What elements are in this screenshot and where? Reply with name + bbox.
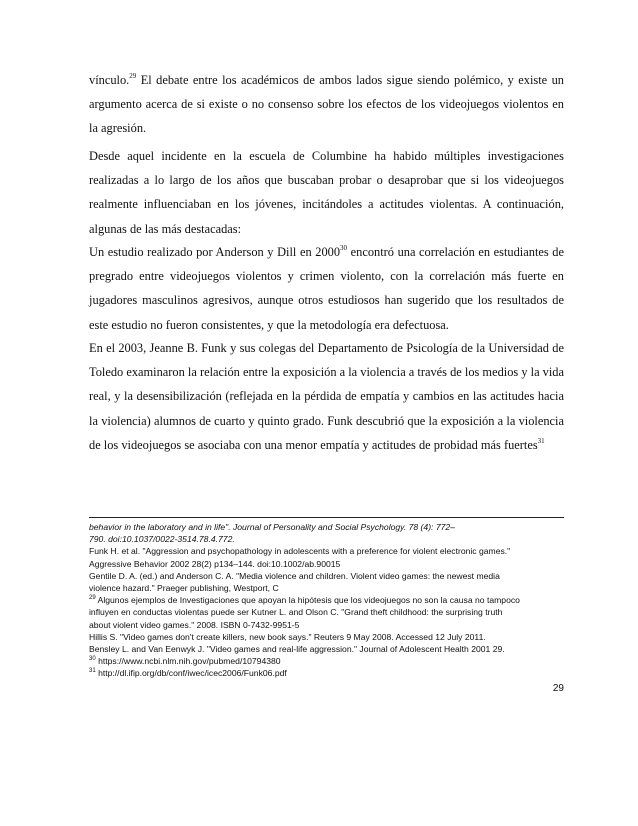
paragraph-3-lead: Un estudio realizado por Anderson y Dill en 2000 xyxy=(89,245,341,259)
paragraph-4-text: En el 2003, Jeanne B. Funk y sus colegas del Departamento de Psicología de la Universidad de Toledo examinaron la relación entre la exposición a la violencia a través de los medios y la vida real, y la desensibilización (reflejada en la pérdida de empatía y cambios en las actitudes hacia la violencia) alumnos de cuarto y quinto grado. Funk descubrió que la exposición a la violencia de los videojuegos se asociaba con una menor empatía y actitudes de probidad más fuertes xyxy=(89,341,564,452)
paragraph-2-text: Desde aquel incidente en la escuela de Columbine ha habido múltiples investigaciones realizadas a lo largo de los años que buscaban probar o desaprobar que si los videojuegos realmente influenciaban en los jóvenes, incitándoles a actitudes violentas. A continuación, algunas de las más destacadas: xyxy=(89,149,564,236)
paragraph-1 xyxy=(89,68,564,141)
footnote-number: 30 xyxy=(89,656,96,663)
footnote-number: 29 xyxy=(89,595,96,602)
footnote-ref-30[interactable]: 30 xyxy=(340,244,348,252)
paragraph-3-text: encontró una correlación en estudiantes de pregrado entre videojuegos violentos y crimen violento, con la correlación más fuerte en jugadores masculinos agresivos, aunque otros estudiosos han sugerido que los resultados de este estudio no fueron consistentes, y que la metodología era defectuosa. xyxy=(89,245,564,332)
paragraph-1-text: El debate entre los académicos de ambos lados sigue siendo polémico, y existe un argumento acerca de si existe o no consenso sobre los efectos de los videojuegos violentos en la agresión. xyxy=(89,73,564,136)
footnote-link[interactable]: http://dl.ifip.org/db/conf/iwec/icec2006/Funk06.pdf xyxy=(95,668,287,679)
paragraph-4 xyxy=(89,336,564,457)
footnote-text: Algunos ejemplos de Investigaciones que apoyan la hipótesis que los videojuegos no son la causa no tampoco xyxy=(95,595,520,606)
footnotes xyxy=(89,521,569,680)
footnote-line: Gentile D. A. (ed.) and Anderson C. A. "Media violence and children. Violent video games: the newest media xyxy=(89,570,500,581)
page-number: 29 xyxy=(552,683,564,694)
footnote-line: about violent video games." 2008. ISBN 0-7432-9951-5 xyxy=(89,619,300,630)
footnote-line: Aggressive Behavior 2002 28(2) p134–144. doi:10.1002/ab.90015 xyxy=(89,558,341,569)
footnote-number: 31 xyxy=(89,668,96,675)
footnote-29 xyxy=(89,594,569,606)
footnote-line: Funk H. et al. "Aggression and psychopathology in adolescents with a preference for violent electronic games." xyxy=(89,546,511,557)
footnote-line: 790. doi:10.1037/0022-3514.78.4.772. xyxy=(89,534,235,545)
paragraph-2 xyxy=(89,144,564,241)
footnote-line: violence hazard." Praeger publishing, Westport, C xyxy=(89,583,279,594)
footnote-line: Hillis S. "Video games don't create killers, new book says." Reuters 9 May 2008. Accessed 12 July 2011. xyxy=(89,631,486,642)
footnote-line: Bensley L. and Van Eenwyk J. "Video games and real-life aggression." Journal of Adolescent Health 2001 29. xyxy=(89,644,505,655)
paragraph-1-lead: vínculo. xyxy=(89,73,130,87)
footnote-link[interactable]: https://www.ncbi.nlm.nih.gov/pubmed/10794380 xyxy=(95,656,281,667)
footnote-31 xyxy=(89,667,569,679)
footnote-line: influyen en conductas violentas puede ser Kutner L. and Olson C. "Grand theft childhood: the surprising truth xyxy=(89,607,503,618)
footnote-ref-31[interactable]: 31 xyxy=(537,436,545,445)
footnote-line: behavior in the laboratory and in life". Journal of Personality and Social Psychology. 78 (4): 772– xyxy=(89,522,455,532)
footnote-divider xyxy=(89,517,564,518)
footnote-30 xyxy=(89,655,569,667)
footnote-ref-29[interactable]: 29 xyxy=(129,72,137,80)
paragraph-3 xyxy=(89,240,564,337)
